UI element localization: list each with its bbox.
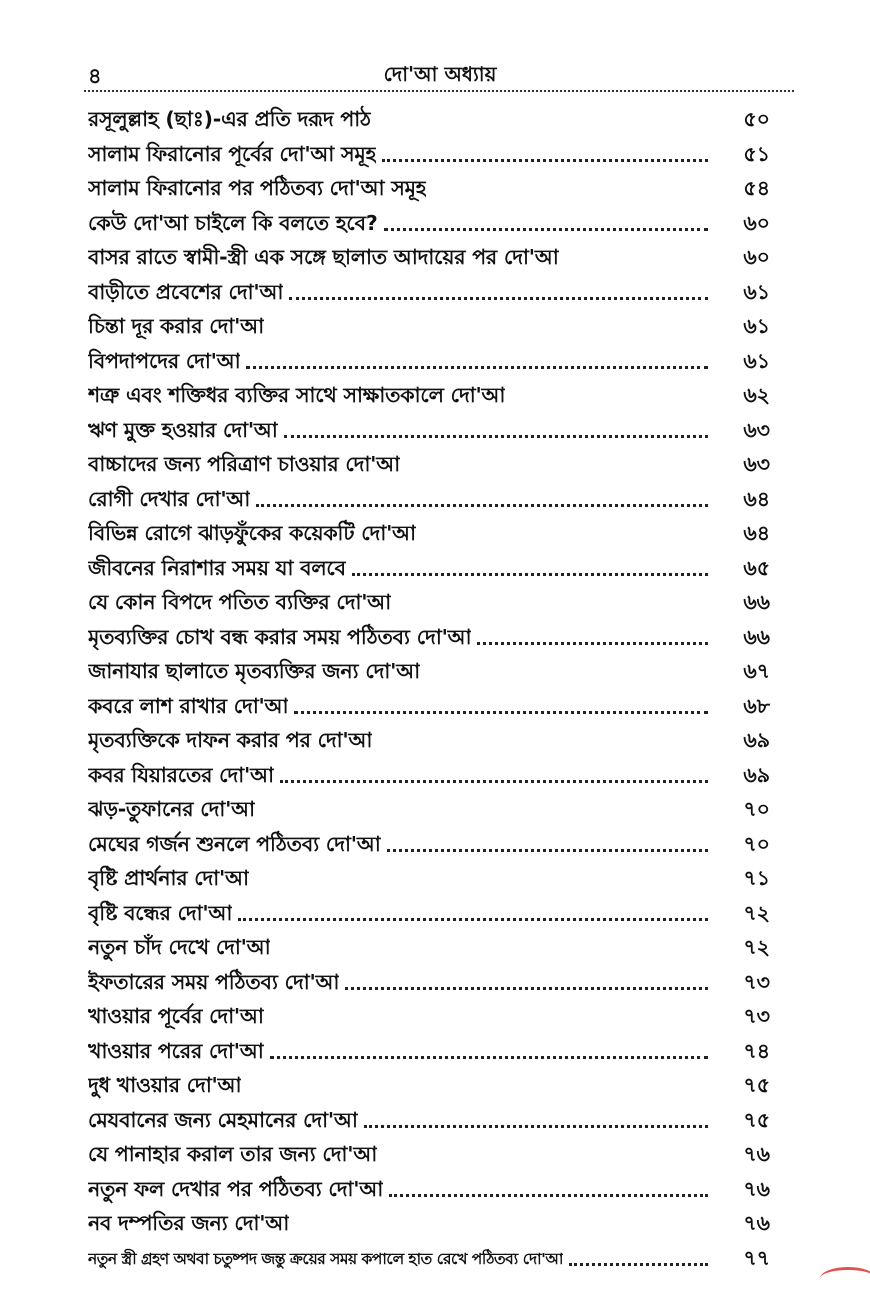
toc-entry-page: ৬১ (743, 314, 770, 339)
page-header (88, 58, 792, 88)
toc-entry-title: কবর যিয়ারতের দো'আ (88, 762, 274, 787)
toc-entry-page: ৬৫ (743, 555, 770, 580)
toc-entry-title: যে কোন বিপদে পতিত ব্যক্তির দো'আ (88, 590, 392, 615)
toc-entry-title: শত্রু এবং শক্তিধর ব্যক্তির সাথে সাক্ষাতকালে দো'আ (88, 383, 506, 408)
toc-entry (88, 449, 770, 484)
toc-entry-title: বৃষ্টি বন্ধের দো'আ (88, 900, 233, 925)
toc-entry (88, 794, 770, 829)
toc-entry-page: ৭১ (743, 866, 770, 891)
toc-entry (88, 104, 770, 139)
toc-entry-title: বিপদাপদের দো'আ (88, 348, 241, 373)
toc-entry-title: সালাম ফিরানোর পূর্বের দো'আ সমূহ (88, 141, 377, 166)
toc-entry-title: নতুন স্ত্রী গ্রহণ অথবা চতুষ্পদ জন্তু ক্রয়ের সময় কপালে হাত রেখে পঠিতব্য দো'আ (88, 1249, 563, 1268)
toc-entry-title: মেঘের গর্জন শুনলে পঠিতব্য দো'আ (88, 831, 381, 856)
toc-entry (88, 1001, 770, 1036)
toc-entry-page: ৭৩ (743, 1004, 770, 1029)
toc-entry-title: ঋণ মুক্ত হওয়ার দো'আ (88, 417, 278, 442)
toc-entry (88, 415, 770, 450)
dot-leader (246, 366, 708, 369)
toc-entry-page: ৬৮ (743, 693, 770, 718)
toc-entry (88, 1174, 770, 1209)
toc-entry-title: বাড়ীতে প্রবেশের দো'আ (88, 279, 284, 304)
toc-entry-title: নতুন চাঁদ দেখে দো'আ (88, 935, 271, 960)
toc-entry-page: ৬১ (743, 279, 770, 304)
toc-entry (88, 898, 770, 933)
toc-entry-page: ৭২ (743, 935, 770, 960)
page-number: ৪ (88, 64, 102, 88)
toc-entry (88, 622, 770, 657)
toc-entry-title: খাওয়ার পরের দো'আ (88, 1038, 264, 1063)
toc-entry (88, 967, 770, 1002)
chapter-title: দো'আ অধ্যায় (383, 62, 497, 86)
toc-entry-page: ৬৯ (743, 728, 770, 753)
toc-entry-page: ৬৩ (743, 452, 770, 477)
toc-entry (88, 1139, 770, 1174)
toc-entry-title: চিন্তা দূর করার দো'আ (88, 314, 264, 339)
toc-entry-page: ৬০ (743, 245, 770, 270)
toc-entry-page: ৫১ (743, 141, 770, 166)
toc-entry-title: বাসর রাতে স্বামী-স্ত্রী এক সঙ্গে ছালাত আদায়ের পর দো'আ (88, 245, 559, 270)
toc-entry-page: ৭২ (743, 900, 770, 925)
toc-entry-page: ৭৬ (743, 1176, 770, 1201)
toc-entry-page: ৫০ (743, 107, 770, 132)
toc-entry-title: মৃতব্যক্তিকে দাফন করার পর দো'আ (88, 728, 373, 753)
toc-entry (88, 1208, 770, 1243)
toc-entry (88, 829, 770, 864)
dot-leader (345, 987, 708, 990)
toc-entry-page: ৬৬ (743, 624, 770, 649)
toc-entry (88, 518, 770, 553)
toc-entry-title: বৃষ্টি প্রার্থনার দো'আ (88, 866, 249, 891)
toc-entry-page: ৬৪ (743, 521, 770, 546)
toc-entry-page: ৭৪ (743, 1038, 770, 1063)
toc-entry-page: ৭৬ (743, 1142, 770, 1167)
toc-entry-title: কেউ দো'আ চাইলে কি বলতে হবে? (88, 210, 378, 235)
dot-leader (284, 435, 708, 438)
toc-entry-title: রসূলুল্লাহ (ছাঃ)-এর প্রতি দরূদ পাঠ (88, 107, 371, 132)
toc-entry (88, 1070, 770, 1105)
dot-leader (294, 711, 708, 714)
dot-leader (382, 159, 708, 162)
toc-entry (88, 173, 770, 208)
toc-entry (88, 208, 770, 243)
toc-entry-title: নতুন ফল দেখার পর পঠিতব্য দো'আ (88, 1176, 384, 1201)
toc-entry-page: ৬৯ (743, 762, 770, 787)
toc-entry (88, 553, 770, 588)
toc-entry-title: সালাম ফিরানোর পর পঠিতব্য দো'আ সমূহ (88, 176, 427, 201)
toc-entry (88, 139, 770, 174)
toc-entry-page: ৭৩ (743, 969, 770, 994)
toc-entry-page: ৬৬ (743, 590, 770, 615)
toc-entry-title: জীবনের নিরাশার সময় যা বলবে (88, 555, 346, 580)
toc-entry-title: জানাযার ছালাতে মৃতব্যক্তির জন্য দো'আ (88, 659, 420, 684)
dot-leader (387, 849, 708, 852)
toc-entry (88, 1105, 770, 1140)
toc-entry-page: ৭৫ (743, 1107, 770, 1132)
toc-entry-page: ৭০ (743, 831, 770, 856)
toc-entry-page: ৫৪ (743, 176, 770, 201)
toc-entry-page: ৬১ (743, 348, 770, 373)
dot-leader (280, 780, 708, 783)
toc-entry (88, 932, 770, 967)
toc-entry-title: নব দম্পতির জন্য দো'আ (88, 1211, 290, 1236)
toc-entry (88, 277, 770, 312)
toc-entry-page: ৬৪ (743, 486, 770, 511)
toc-entry-page: ৬৩ (743, 417, 770, 442)
toc-entry-title: যে পানাহার করাল তার জন্য দো'আ (88, 1142, 378, 1167)
toc-entry (88, 1036, 770, 1071)
toc-entry-page: ৭০ (743, 797, 770, 822)
toc-entry (88, 656, 770, 691)
header-divider (84, 90, 794, 92)
toc-entry-title: মৃতব্যক্তির চোখ বন্ধ করার সময় পঠিতব্য দো'আ (88, 624, 472, 649)
dot-leader (256, 504, 708, 507)
dot-leader (569, 1263, 708, 1266)
toc-entry (88, 587, 770, 622)
toc-entry (88, 311, 770, 346)
dot-leader (238, 918, 708, 921)
toc-entry (88, 1243, 770, 1278)
toc-entry-title: ইফতারের সময় পঠিতব্য দো'আ (88, 969, 340, 994)
toc-entry-title: বিভিন্ন রোগে ঝাড়ফুঁকের কয়েকটি দো'আ (88, 521, 416, 546)
toc-entry-title: দুধ খাওয়ার দো'আ (88, 1073, 242, 1098)
toc-entry (88, 484, 770, 519)
toc-entry-page: ৭৫ (743, 1073, 770, 1098)
dot-leader (477, 642, 708, 645)
toc-entry-title: খাওয়ার পূর্বের দো'আ (88, 1004, 264, 1029)
toc-entry (88, 691, 770, 726)
toc-entry (88, 242, 770, 277)
table-of-contents (88, 104, 770, 1277)
toc-entry-page: ৭৭ (743, 1245, 770, 1270)
dot-leader (384, 228, 708, 231)
dot-leader (389, 1194, 708, 1197)
toc-entry-title: কবরে লাশ রাখার দো'আ (88, 693, 289, 718)
toc-entry-title: রোগী দেখার দো'আ (88, 486, 251, 511)
dot-leader (352, 573, 708, 576)
toc-entry-title: বাচ্চাদের জন্য পরিত্রাণ চাওয়ার দো'আ (88, 452, 400, 477)
dot-leader (289, 297, 708, 300)
toc-entry-title: ঝড়-তুফানের দো'আ (88, 797, 255, 822)
toc-entry (88, 760, 770, 795)
toc-entry-page: ৬২ (743, 383, 770, 408)
dot-leader (364, 1125, 708, 1128)
toc-entry (88, 346, 770, 381)
toc-entry (88, 380, 770, 415)
toc-entry-page: ৬০ (743, 210, 770, 235)
toc-entry (88, 725, 770, 760)
corner-mark (820, 1267, 870, 1290)
toc-entry (88, 863, 770, 898)
toc-entry-page: ৬৭ (743, 659, 770, 684)
dot-leader (270, 1056, 708, 1059)
toc-entry-title: মেযবানের জন্য মেহমানের দো'আ (88, 1107, 358, 1132)
toc-entry-page: ৭৬ (743, 1211, 770, 1236)
